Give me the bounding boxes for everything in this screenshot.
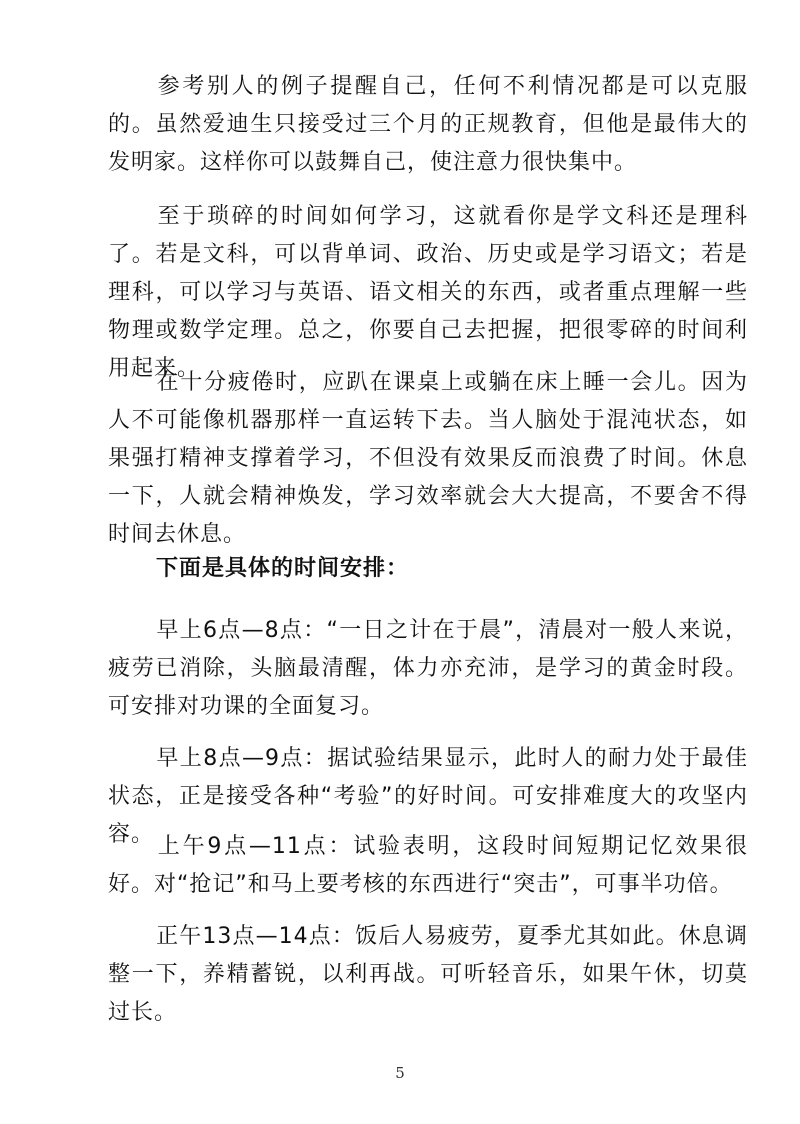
paragraph-text: 至于琐碎的时间如何学习，这就看你是学文科还是理科了。若是文科，可以背单词、政治、历史或是学习语文；若是理科，可以学习与英语、语文相关的东西，或者重点理解一些物理或数学定理。总之，你要自己去把握，把很零碎的时间利用起来。: [108, 204, 748, 381]
paragraph-rest-when-tired: [108, 364, 748, 554]
paragraph-text: 在十分疲倦时，应趴在课桌上或躺在床上睡一会儿。因为人不可能像机器那样一直运转下去。当人脑处于混沌状态，如果强打精神支撑着学习，不但没有效果反而浪费了时间。休息一下，人就会精神焕发，学习效率就会大大提高，不要舍不得时间去休息。: [108, 370, 748, 547]
paragraph-example-motivation: [108, 68, 748, 182]
paragraph-text: 正午13点—14点：饭后人易疲劳，夏季尤其如此。休息调整一下，养精蓄锐，以利再战。可听轻音乐，如果午休，切莫过长。: [108, 924, 748, 1025]
paragraph-text: 上午9点—11点：试验表明，这段时间短期记忆效果很好。对“抢记”和马上要考核的东西进行“突击”，可事半功倍。: [108, 834, 748, 897]
paragraph-text: 早上6点—8点：“一日之计在于晨”，清晨对一般人来说，疲劳已消除，头脑最清醒，体力亦充沛，是学习的黄金时段。可安排对功课的全面复习。: [108, 618, 748, 719]
paragraph-fragmented-time: [108, 198, 748, 388]
section-heading: [108, 550, 748, 588]
heading-text: 下面是具体的时间安排：: [156, 556, 410, 581]
paragraph-text: 早上8点—9点：据试验结果显示，此时人的耐力处于最佳状态，正是接受各种“考验”的好时间。可安排难度大的攻坚内容。: [108, 746, 748, 847]
page-number: 5: [395, 1064, 405, 1082]
paragraph-schedule-9-11: [108, 828, 748, 904]
paragraph-text: 参考别人的例子提醒自己，任何不利情况都是可以克服的。虽然爱迪生只接受过三个月的正规教育，但他是最伟大的发明家。这样你可以鼓舞自己，使注意力很快集中。: [108, 74, 748, 175]
paragraph-schedule-13-14: [108, 918, 748, 1032]
paragraph-schedule-6-8: [108, 612, 748, 726]
